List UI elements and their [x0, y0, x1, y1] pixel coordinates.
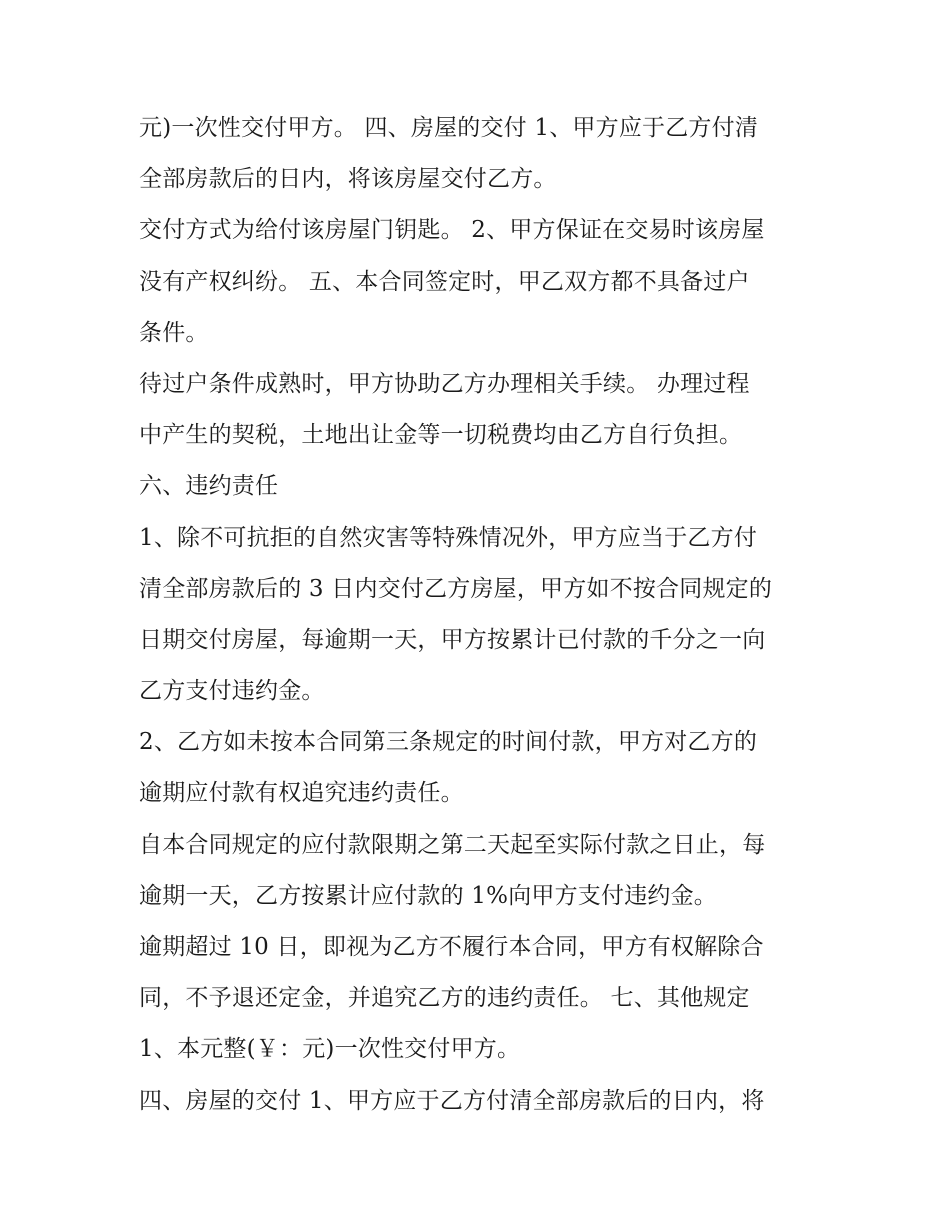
- text-line: 待过户条件成熟时，甲方协助乙方办理相关手续。 办理过程: [139, 370, 750, 397]
- document-body: [139, 103, 819, 1127]
- text-line: 逾期一天，乙方按累计应付款的 1%向甲方支付违约金。: [139, 882, 717, 909]
- text-line: 逾期应付款有权追究违约责任。: [139, 780, 464, 807]
- text-line: 同，不予退还定金，并追究乙方的违约责任。 七、其他规定: [139, 985, 750, 1012]
- text-line: 1、除不可抗拒的自然灾害等特殊情况外，甲方应当于乙方付: [139, 524, 758, 551]
- text-line: 没有产权纠纷。 五、本合同签定时，甲乙双方都不具备过户: [139, 268, 750, 295]
- text-line: 清全部房款后的 3 日内交付乙方房屋，甲方如不按合同规定的: [139, 575, 773, 602]
- text-line: 1、本元整(￥：元)一次性交付甲方。: [139, 1036, 521, 1063]
- section-heading: 六、违约责任: [139, 473, 279, 500]
- text-line: 日期交付房屋，每逾期一天，甲方按累计已付款的千分之一向: [139, 626, 766, 653]
- text-line: 条件。: [139, 319, 209, 346]
- text-line: 中产生的契税，土地出让金等一切税费均由乙方自行负担。: [139, 422, 743, 449]
- text-line: 四、房屋的交付 1、甲方应于乙方付清全部房款后的日内，将: [139, 1087, 765, 1114]
- text-line: 元)一次性交付甲方。 四、房屋的交付 1、甲方应于乙方付清: [139, 115, 759, 141]
- text-line: 逾期超过 10 日，即视为乙方不履行本合同，甲方有权解除合: [139, 934, 764, 960]
- text-line: 自本合同规定的应付款限期之第二天起至实际付款之日止，每: [139, 831, 766, 858]
- text-line: 交付方式为给付该房屋门钥匙。 2、甲方保证在交易时该房屋: [139, 217, 765, 244]
- text-line: 全部房款后的日内，将该房屋交付乙方。: [139, 166, 557, 193]
- text-line: 乙方支付违约金。: [139, 678, 325, 705]
- text-line: 2、乙方如未按本合同第三条规定的时间付款，甲方对乙方的: [139, 729, 758, 756]
